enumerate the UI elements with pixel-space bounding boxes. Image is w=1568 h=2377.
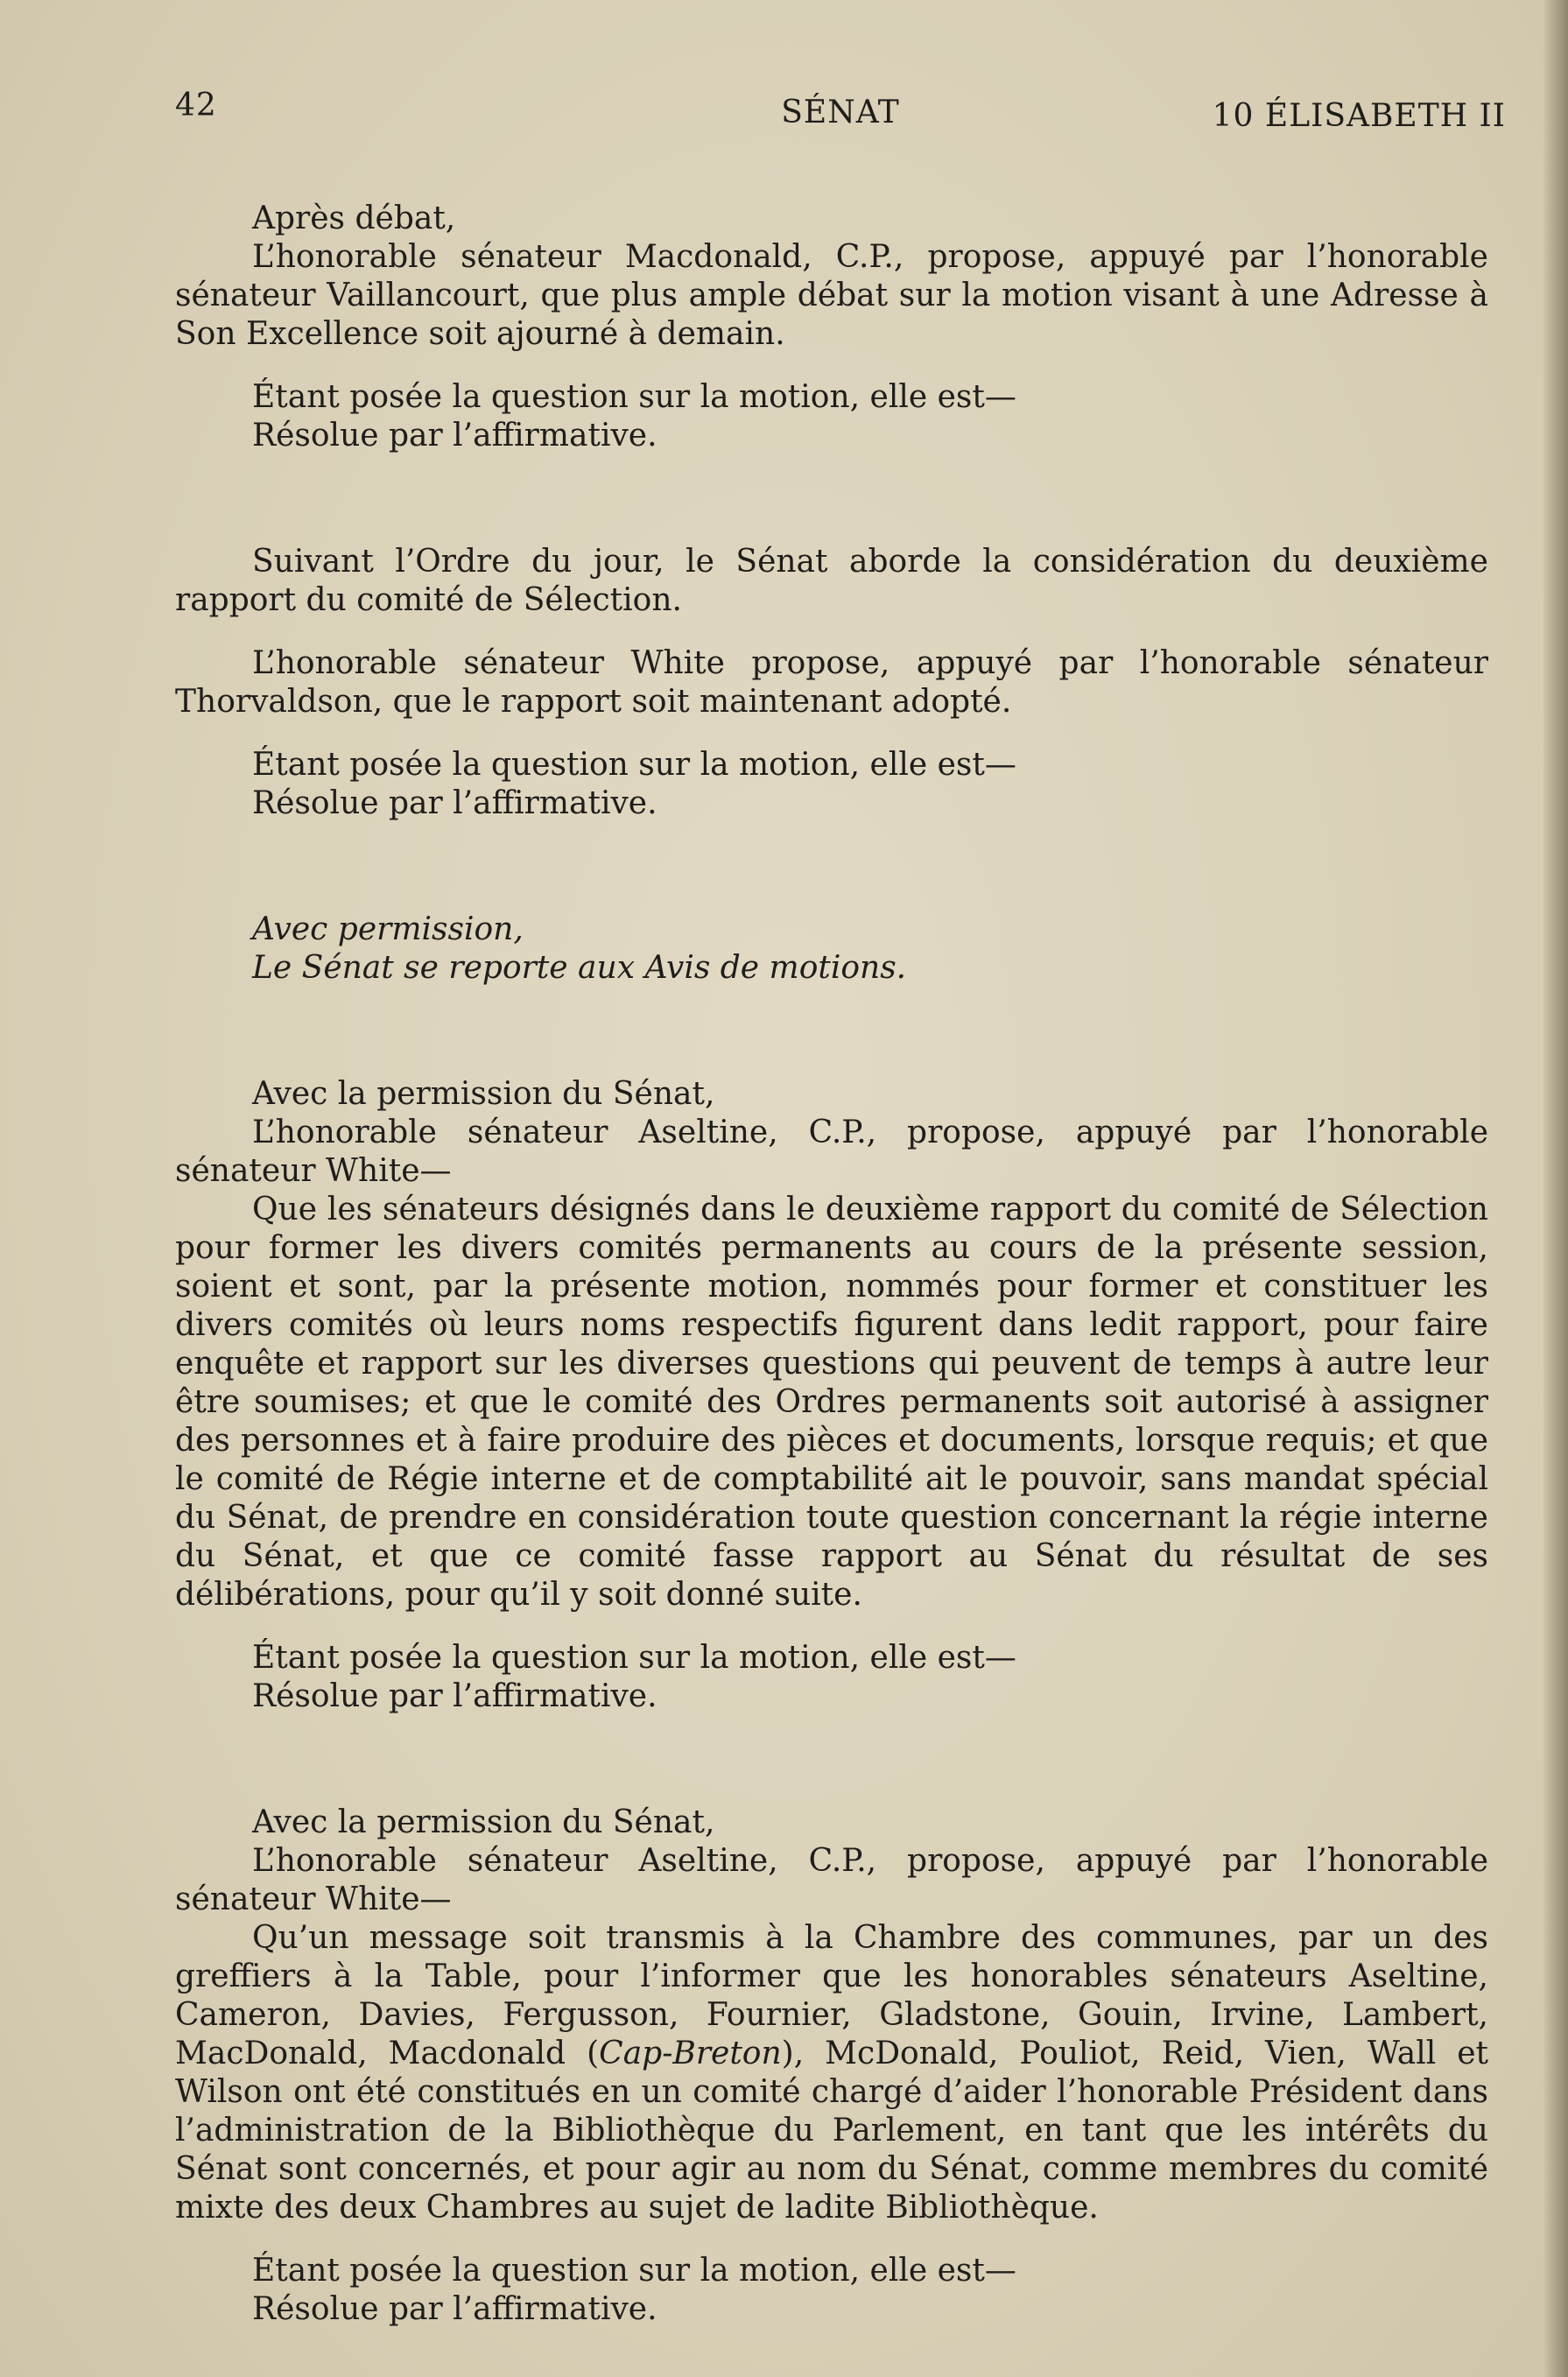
motion-text: L’honorable sénateur Macdonald, C.P., propose, appuyé par l’honorable sénateur Vaillancourt, que plus ample débat sur la motion visant à une Adresse à Son Excellence soit ajourné à demain. xyxy=(175,239,1488,352)
motion-text: L’honorable sénateur Aseltine, C.P., propose, appuyé par l’honorable sénateur White— xyxy=(175,1115,1488,1189)
document-body xyxy=(175,200,1488,2329)
section-intro: Après débat, xyxy=(252,200,456,236)
question-line: Étant posée la question sur la motion, elle est— xyxy=(252,747,1016,783)
motion-body: Que les sénateurs désignés dans le deuxième rapport du comité de Sélection pour former les divers comités permanents au cours de la présente session, soient et sont, par la présente motion, nommés pour former et constituer les divers comités où leurs noms respectifs figurent dans ledit rapport, pour faire enquête et rapport sur les diverses questions qui peuvent de temps à autre leur être soumises; et que le comité des Ordres permanents soit autorisé à assigner des personnes et à faire produire des pièces et documents, lorsque requis; et que le comité de Régie interne et de comptabilité ait le pouvoir, sans mandat spécial du Sénat, de prendre en considération toute question concernant la régie interne du Sénat, et que ce comité fasse rapport au Sénat du résultat de ses délibérations, pour qu’il y soit donné suite. xyxy=(175,1192,1488,1613)
motion-text: L’honorable sénateur White propose, appuyé par l’honorable sénateur Thorvaldson, que le rapport soit maintenant adopté. xyxy=(175,645,1488,720)
motion-body-italic: Cap-Breton xyxy=(599,2036,782,2071)
header-reign: 10 ÉLISABETH II xyxy=(1212,98,1506,134)
section-order-of-day xyxy=(175,543,1488,620)
section-report-adopted xyxy=(175,644,1488,823)
section-intro: Avec la permission du Sénat, xyxy=(252,1076,715,1112)
motion-body-part: ), McDonald, Pouliot, Reid, Vien, Wall et Wilson ont été constitués en un comité chargé d’aider l’honorable Président dans l’administration de la Bibliothèque du Parlement, en tant que les intérêts du Sénat sont concernés, et pour agir au nom du Sénat, comme membres du comité mixte des deux Chambres au sujet de ladite Bibliothèque. xyxy=(175,2036,1488,2226)
motion-text: Le Sénat se reporte aux Avis de motions. xyxy=(252,950,907,986)
motion-body xyxy=(175,1919,1488,2227)
page-number: 42 xyxy=(175,88,217,123)
motion-text: L’honorable sénateur Aseltine, C.P., propose, appuyé par l’honorable sénateur White— xyxy=(175,1843,1488,1917)
section-intro: Avec la permission du Sénat, xyxy=(252,1804,715,1840)
question-line: Étant posée la question sur la motion, elle est— xyxy=(252,1640,1016,1676)
motion-body-part: Qu’un message soit transmis à la Chambre des communes, par un des greffiers à la Table, pour l’informer que les honorables sénateurs Aseltine, Cameron, Davies, Fergusson, Fournier, Gladstone, Gouin, Irvine, Lambert, MacDonald, Macdonald ( xyxy=(175,1920,1488,2071)
header-title: SÉNAT xyxy=(781,95,900,130)
question-line: Étant posée la question sur la motion, elle est— xyxy=(252,2253,1016,2289)
result-line: Résolue par l’affirmative. xyxy=(252,2291,657,2327)
result-line: Résolue par l’affirmative. xyxy=(252,418,657,454)
section-notices-of-motion xyxy=(175,911,1488,988)
section-debate-adjourned xyxy=(175,200,1488,455)
motion-text: Suivant l’Ordre du jour, le Sénat aborde la considération du deuxième rapport du comité de Sélection. xyxy=(175,544,1488,618)
result-line: Résolue par l’affirmative. xyxy=(252,785,657,821)
section-committees-appointed xyxy=(175,1075,1488,1716)
page-edge xyxy=(1543,0,1568,2377)
running-header xyxy=(175,88,1506,140)
section-library-committee xyxy=(175,1804,1488,2329)
result-line: Résolue par l’affirmative. xyxy=(252,1678,657,1714)
question-line: Étant posée la question sur la motion, elle est— xyxy=(252,379,1016,415)
section-intro: Avec permission, xyxy=(252,911,524,947)
